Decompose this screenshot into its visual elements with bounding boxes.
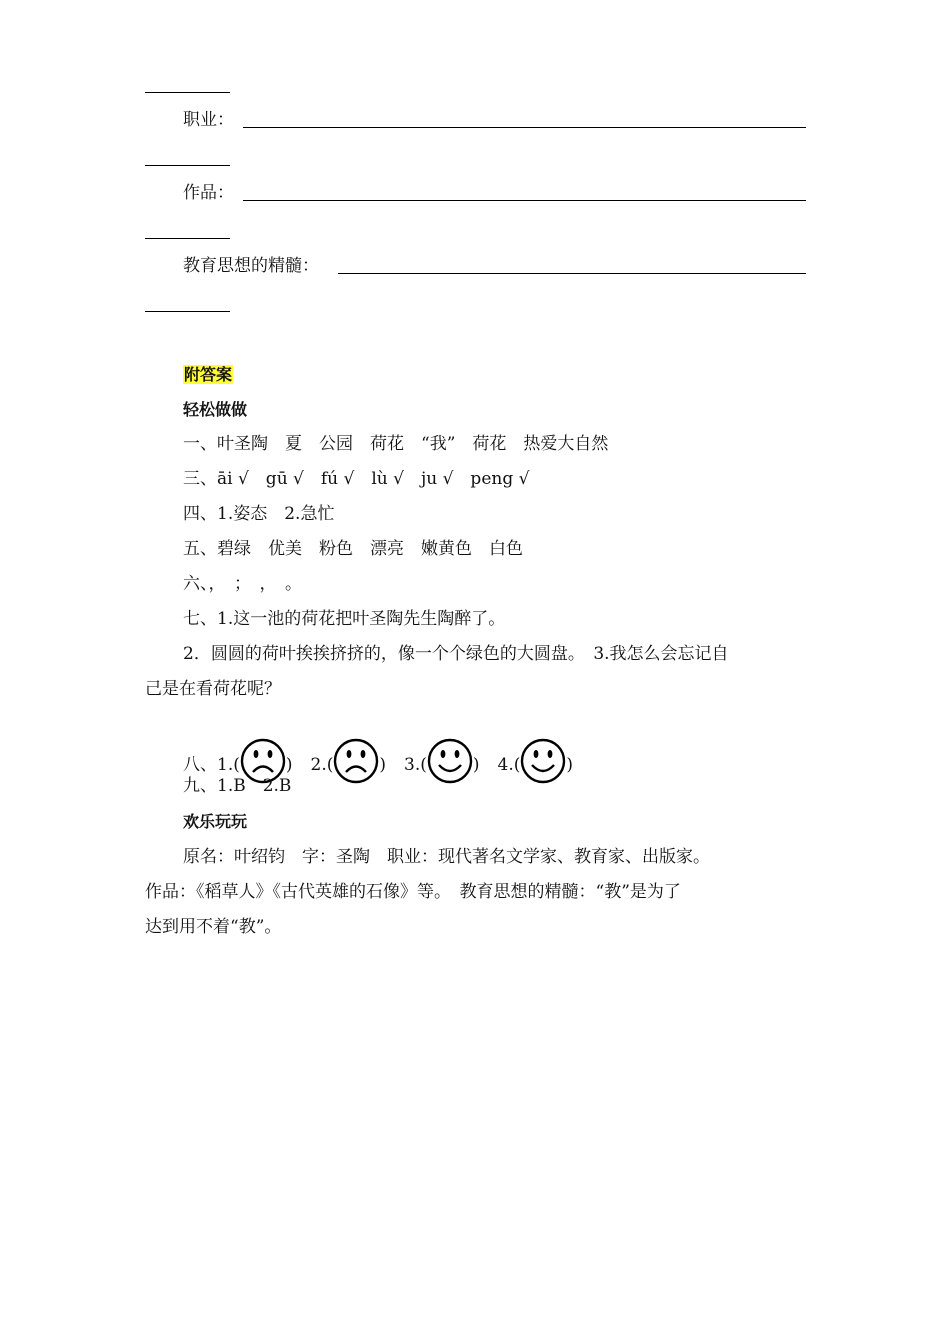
answer-q5: 五、碧绿 优美 粉色 漂亮 嫩黄色 白色 <box>183 539 523 559</box>
answers-heading <box>183 363 233 387</box>
answer-q8-item-3: 3.( ) <box>404 755 480 775</box>
answer-q8-item-2: 2.( ) <box>311 755 387 775</box>
happy-face-icon <box>520 738 566 784</box>
field-label: 职业： <box>183 110 234 130</box>
field-education-thought <box>183 254 319 278</box>
answer-line-continuation <box>145 92 230 93</box>
answer-q7-1: 七、1.这一池的荷花把叶圣陶先生陶醉了。 <box>183 609 506 629</box>
answer-paragraph-1: 原名：叶绍钧 字：圣陶 职业：现代著名文学家、教育家、出版家。 <box>183 847 710 867</box>
answer-q4: 四、1.姿态 2.急忙 <box>183 504 335 524</box>
answer-q3: 三、āi √ gū √ fú √ lù √ ju √ peng √ <box>183 469 530 489</box>
answer-q7-2-continued: 己是在看荷花呢？ <box>145 679 281 699</box>
happy-face-icon <box>427 738 473 784</box>
field-label: 作品： <box>183 183 234 203</box>
highlighted-heading: 附答案 <box>184 365 233 384</box>
answer-q9: 九、1.B 2.B <box>183 776 292 796</box>
answer-line-works <box>243 200 806 201</box>
answer-paragraph-2: 作品：《稻草人》《古代英雄的石像》等。 教育思想的精髓：“教”是为了 <box>145 882 681 902</box>
section-heading-easy: 轻松做做 <box>183 400 248 419</box>
answer-q8-label: 八、 <box>183 755 217 775</box>
answer-q7-2: 2．圆圆的荷叶挨挨挤挤的，像一个个绿色的大圆盘。 3.我怎么会忘记自 <box>183 644 729 664</box>
answer-line-continuation <box>145 238 230 239</box>
answer-line-occupation <box>243 127 806 128</box>
answer-line-education-thought <box>338 273 806 274</box>
sad-face-icon <box>333 738 379 784</box>
answer-line-continuation <box>145 311 230 312</box>
section-heading-fun: 欢乐玩玩 <box>183 812 248 831</box>
field-label: 教育思想的精髓： <box>183 256 319 276</box>
answer-q6: 六、， ； ， 。 <box>183 574 302 594</box>
answer-q1: 一、叶圣陶 夏 公园 荷花 “我” 荷花 热爱大自然 <box>183 434 609 454</box>
field-occupation <box>183 108 234 132</box>
answer-q8-item-1: 1.( ) <box>217 755 293 775</box>
answer-line-continuation <box>145 165 230 166</box>
answer-q8-item-4: 4.( ) <box>498 755 574 775</box>
field-works <box>183 181 234 205</box>
answer-paragraph-3: 达到用不着“教”。 <box>145 917 282 937</box>
